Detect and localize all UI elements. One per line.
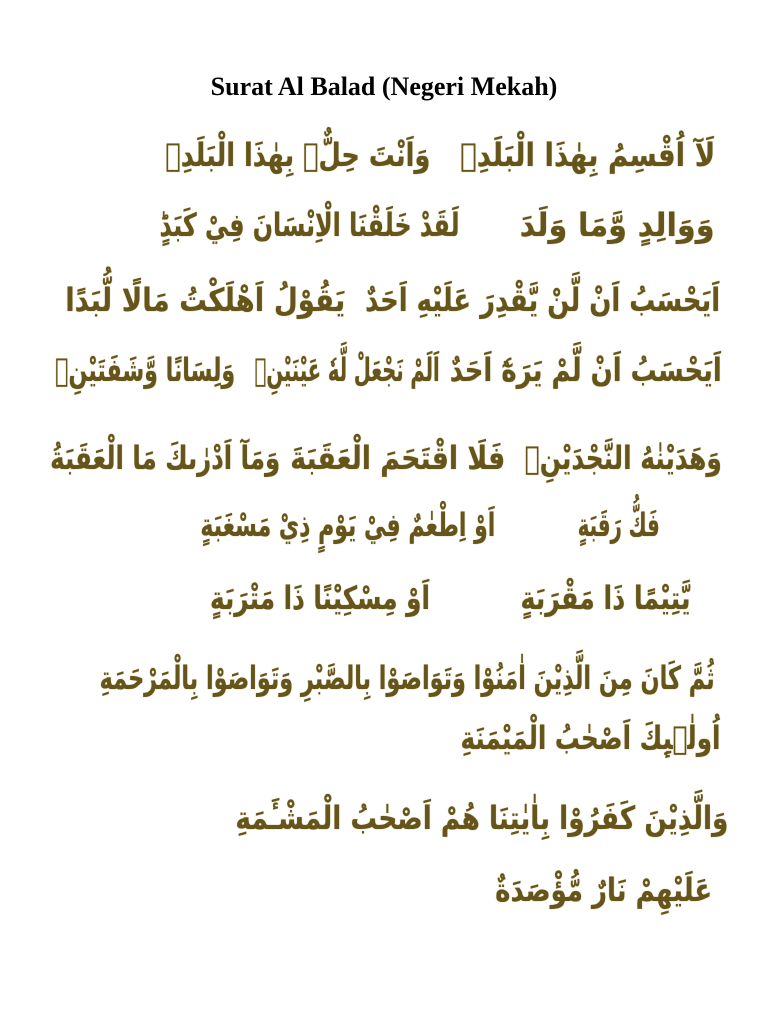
verse-segment: [210, 568, 430, 628]
verse-segment: [235, 788, 728, 848]
verse-segment: [365, 270, 720, 330]
verse-text: اَيَحْسَبُ اَنْ لَّنْ يَّقْدِرَ عَلَيْهِ اَحَدٌ: [365, 281, 720, 319]
verse-text: وَوَالِدٍ وَّمَا وَلَدَ: [520, 206, 715, 244]
verse-text: وَاَنْتَ حِلٌّۢ بِهٰذَا الْبَلَدِۙ: [165, 136, 430, 174]
verse-text: يَّتِيْمًا ذَا مَقْرَبَةٍ: [520, 579, 690, 617]
verse-text: وَلِسَانًا وَّشَفَتَيْنِۙ: [55, 351, 235, 389]
verse-segment: [460, 708, 720, 768]
verse-segment: [460, 125, 715, 185]
verse-text: يَقُوْلُ اَهْلَكْتُ مَالًا لُّبَدًا: [65, 281, 345, 319]
verse-text: لَآ اُقْسِمُ بِهٰذَا الْبَلَدِۙ: [460, 136, 715, 174]
verse-segment: [520, 568, 690, 628]
verse-segment: [495, 860, 712, 920]
verse-text: وَهَدَيْنٰهُ النَّجْدَيْنِۚ: [525, 439, 722, 477]
verse-segment: [165, 125, 430, 185]
verse-segment: [200, 495, 495, 555]
verse-text: اَلَمْ نَجْعَلْ لَّهٗ عَيْنَيْنِۙ: [255, 351, 440, 389]
verse-text: اَوْ اِطْعٰمٌ فِيْ يَوْمٍ ذِيْ مَسْغَبَةٍ: [200, 506, 495, 544]
verse-text: فَكُّ رَقَبَةٍ: [578, 506, 660, 544]
page-title: Surat Al Balad (Negeri Mekah): [210, 72, 558, 101]
verse-text: لَقَدْ خَلَقْنَا الْاِنْسَانَ فِيْ كَبَدٍؕ: [160, 206, 460, 244]
verse-text: اَيَحْسَبُ اَنْ لَّمْ يَرَهٗٓ اَحَدٌ: [450, 351, 722, 389]
verse-segment: [50, 428, 280, 488]
verse-segment: [578, 495, 660, 555]
verse-segment: [65, 270, 345, 330]
verse-text: عَلَيْهِمْ نَارٌ مُّؤْصَدَةٌ: [495, 871, 712, 909]
verse-text: وَالَّذِيْنَ كَفَرُوْا بِاٰيٰتِنَا هُمْ اَصْحٰبُ الْمَشْـَٔمَةِ: [235, 799, 728, 837]
verse-segment: [290, 428, 505, 488]
verse-text: وَمَآ اَدْرٰىكَ مَا الْعَقَبَةُ: [50, 439, 280, 477]
verse-segment: [255, 340, 440, 400]
verse-segment: [520, 195, 715, 255]
verse-text: اَوْ مِسْكِيْنًا ذَا مَتْرَبَةٍ: [210, 579, 430, 617]
verse-text: اُولٰۤىِٕكَ اَصْحٰبُ الْمَيْمَنَةِ: [460, 719, 720, 757]
verse-segment: [55, 340, 235, 400]
verse-segment: [450, 340, 722, 400]
verse-segment: [100, 648, 715, 708]
verse-text: فَلَا اقْتَحَمَ الْعَقَبَةَ: [290, 439, 505, 477]
verse-segment: [160, 195, 460, 255]
verse-segment: [525, 428, 722, 488]
verse-text: ثُمَّ كَانَ مِنَ الَّذِيْنَ اٰمَنُوْا وَتَوَاصَوْا بِالصَّبْرِ وَتَوَاصَوْا بِالْمَرْحَمَةِ: [100, 659, 715, 697]
